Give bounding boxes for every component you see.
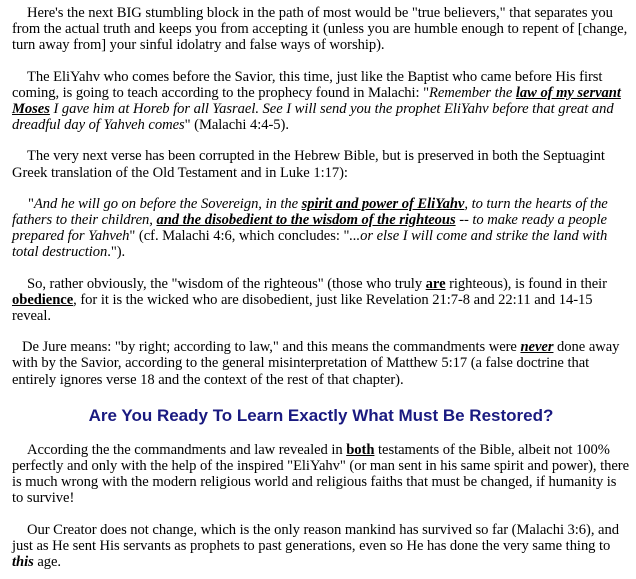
text: " — [28, 195, 34, 212]
paragraph-luke-quote — [12, 196, 630, 261]
citation: " (Malachi 4:4-5). — [184, 117, 289, 134]
emphasis: never — [520, 339, 554, 356]
text: De Jure means: "by right; according to law," and this means the commandments were — [22, 339, 521, 356]
text: So, rather obviously, the "wisdom of the righteous" (those who truly — [27, 275, 426, 292]
quote-text: Remember the — [429, 84, 516, 101]
citation: " (cf. Malachi 4:6, which concludes: " — [129, 228, 350, 245]
quote-text: ...or else I will come and strike the land with total destruction — [12, 228, 608, 261]
paragraph-stumbling-block — [12, 5, 630, 54]
emphasis: are — [425, 275, 446, 292]
quote-text: And he will go on before the Sovereign, in the — [33, 195, 302, 212]
text: age. — [33, 554, 62, 571]
emphasis: obedience — [12, 291, 74, 308]
section-heading: Are You Ready To Learn Exactly What Must Be Restored? — [88, 405, 554, 425]
text: Here's the next BIG stumbling block in the path of most would be "true believers," that separates you from the actual truth and keeps you from accepting it (unless you are humble enough to repent of [change, turn away from] your sinful idolatry and false ways of worship). — [12, 5, 628, 54]
text: righteous), is found in their — [445, 275, 607, 292]
text: done away with by the Savior, according to the general misinterpretation of Matthew 5:17 (a false doctrine that entirely ignores verse 18 and the context of the rest of that chapter). — [12, 339, 620, 388]
text: According the the commandments and law revealed in — [27, 441, 347, 458]
quote-emphasis: law of my servant Moses — [12, 84, 621, 118]
paragraph-wisdom-of-righteous — [12, 276, 630, 325]
text: , for it is the wicked who are disobedient, just like Revelation 21:7-8 and 22:11 and 14-15 reveal. — [12, 291, 593, 325]
text: testaments of the Bible, albeit not 100% perfectly and only with the help of the inspired "EliYahv" (or man sent in his same spirit and power), there is much wrong with the modern religious world and religious faiths that must be changed, if humanity is to survive! — [12, 441, 630, 507]
paragraph-eliyahv-prophecy — [12, 69, 630, 134]
emphasis: both — [346, 441, 375, 458]
quote-emphasis: and the disobedient to the wisdom of the righteous — [156, 212, 456, 229]
paragraph-creator — [12, 522, 630, 571]
paragraph-commandments — [12, 442, 630, 507]
quote-text: , to turn the hearts of the fathers to their children, — [12, 195, 608, 229]
paragraph-de-jure — [12, 339, 630, 388]
quote-emphasis: spirit and power of EliYahv — [301, 195, 465, 212]
quote-text: I gave him at Horeb for all Yasrael. See I will send you the prophet EliYahv before that great and dreadful day of Yahveh comes — [12, 101, 614, 134]
emphasis: this — [12, 554, 34, 571]
text: The EliYahv who comes before the Savior, this time, just like the Baptist who came before His first coming, is going to teach according to the prophecy found in Malachi: " — [12, 68, 603, 101]
paragraph-corrupted-verse — [12, 148, 630, 180]
citation: ."). — [107, 244, 126, 261]
quote-text: -- to make ready a people prepared for Yahveh — [12, 212, 607, 245]
text: Our Creator does not change, which is the only reason mankind has survived so far (Malachi 3:6), and just as He sent His servants as prophets to past generations, even so He has done the very same thing to — [12, 521, 619, 554]
text: The very next verse has been corrupted in the Hebrew Bible, but is preserved in both the Septuagint Greek translation of the Old Testament and in Luke 1:17): — [12, 148, 605, 181]
